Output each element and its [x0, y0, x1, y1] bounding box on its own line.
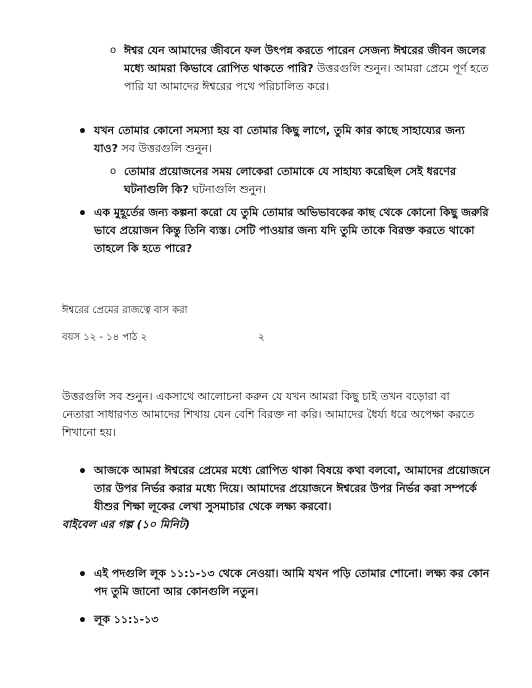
answer-text: ঘটনাগুলি শুনুন।	[192, 183, 266, 196]
bullet-marker: •	[78, 124, 87, 140]
question-text: তোমার প্রয়োজনের সময় লোকেরা তোমাকে যে সাহায্য করেছিল সেই ধরণের ঘটনাগুলি কি?	[124, 165, 456, 196]
question-text: যখন তোমার কোনো সমস্যা হয় বা তোমার কিছু লাগে, তুমি কার কাছে সাহায্যের জন্য যাও?	[94, 124, 465, 155]
intro-bullet-text: আজকে আমরা ঈশ্বরের প্রেমের মধ্যে রোপিত থাকা বিষয়ে কথা বলবো, আমাদের প্রয়োজনে তার উপর নির্ভর করার মধ্যে দিয়ে। আমাদের প্রয়োজনে ঈশ্বরের উপর নির্ভর করা সম্পর্কে যীশুর শিক্ষা লূকের লেখা সুসমাচার থেকে লক্ষ্য করবো।	[94, 464, 490, 513]
section-heading: বাইবেল এর গল্প (১০ মিনিট)	[62, 518, 190, 531]
page-number: ২	[258, 332, 265, 343]
bullet-text-2: এক মুহূর্তের জন্য কল্পনা করো যে তুমি তোমার অভিভাবকের কাছ থেকে কোনো কিছু জরুরি ভাবে প্রয়োজন কিন্তু তিনি ব্যস্ত। সেটি পাওয়ার জন্য যদি তুমি তাকে বিরক্ত করতে থাকো তাহলে কি হতে পারে?	[94, 206, 489, 255]
footer-lesson: বয়স ১২ - ১৪ পাঠ ২	[62, 332, 148, 343]
bullet-marker: •	[78, 206, 87, 222]
sub-bullet-text-1	[124, 42, 490, 96]
question-text: ঈশ্বর যেন আমাদের জীবনে ফল উৎপন্ন করতে পারেন সেজন্য ঈশ্বরের জীবন জলের মধ্যে আমরা কিভাবে রোপিত থাকতে পারি?	[124, 44, 486, 75]
sub-bullet-text-2	[124, 163, 490, 199]
answer-text: সব উত্তরগুলি শুনুন।	[121, 142, 213, 155]
answer-text: উত্তরগুলি শুনুন। আমরা প্রেমে পূর্ণ হতে পারি যা আমাদের ঈশ্বরের পথে পরিচালিত করে।	[124, 62, 489, 93]
bullet-marker: •	[78, 464, 87, 480]
story-bullet-text-1: এই পদগুলি লূক ১১:১-১৩ থেকে নেওয়া। আমি যখন পড়ি তোমার শোনো। লক্ষ্য কর কোন পদ তুমি জানো আর কোনগুলি নতুন।	[94, 567, 490, 598]
story-bullet-text-2: লূক ১১:১-১৩	[94, 613, 159, 626]
bullet-marker: •	[78, 567, 87, 583]
sub-bullet-marker: o	[110, 45, 117, 56]
footer-title: ঈশ্বরের প্রেমের রাজত্বে বাস করা	[62, 305, 188, 316]
answer-paragraph: উত্তরগুলি সব শুনুন। একসাথে আলোচনা করুন যে যখন আমরা কিছু চাই তখন বড়োরা বা নেতারা সাধারণত আমাদের শিখায় যেন বেশি বিরক্ত না করি। আমাদের ধৈর্য্য ধরে অপেক্ষা করতে শিখানো হয়।	[62, 390, 475, 439]
sub-bullet-marker: o	[110, 166, 117, 177]
bullet-marker: •	[78, 613, 87, 629]
bullet-text-1	[94, 122, 490, 158]
